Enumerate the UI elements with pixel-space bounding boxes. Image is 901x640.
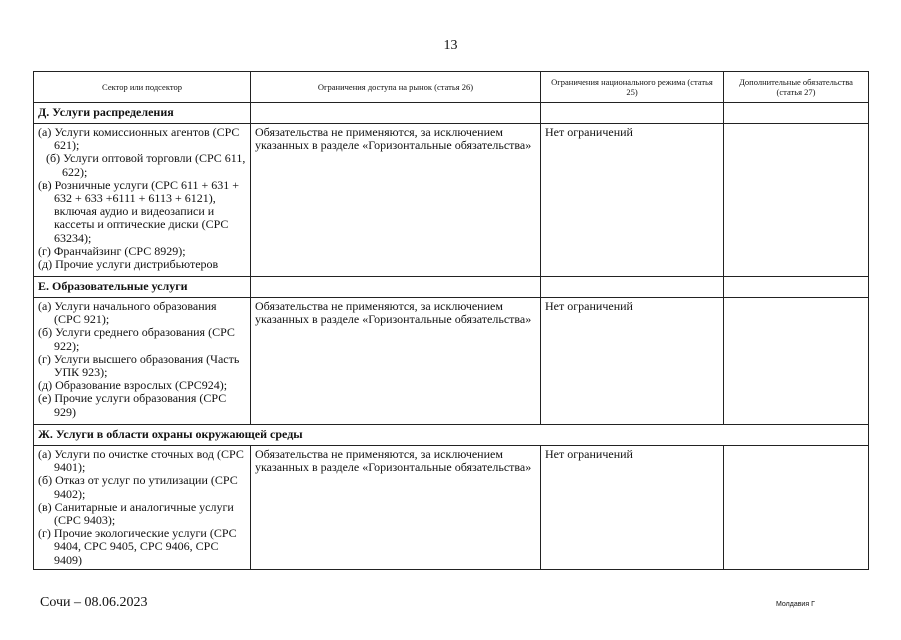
commitments-table [33,71,869,570]
additional-commitments-cell [724,298,869,425]
sector-cell [34,124,251,277]
additional-commitments-cell [724,124,869,277]
section-body-row [34,446,869,570]
market-access-cell: Обязательства не применяются, за исключением указанных в разделе «Горизонтальные обязательства» [251,446,541,570]
national-treatment-cell: Нет ограничений [541,446,724,570]
header-market-access: Ограничения доступа на рынок (статья 26) [251,72,541,103]
list-item: (б) Услуги оптовой торговли (СРС 611, 622); [46,151,246,179]
sector-cell [34,298,251,425]
section-row [34,103,869,124]
section-empty-cell [724,103,869,124]
list-item: (б) Услуги среднего образования (СРС 922); [38,325,235,353]
section-empty-cell [251,103,541,124]
section-title: Д. Услуги распределения [34,103,251,124]
national-treatment-cell: Нет ограничений [541,124,724,277]
header-national-treatment: Ограничения национального режима (статья 25) [541,72,724,103]
section-empty-cell [541,277,724,298]
footer-place-date: Сочи – 08.06.2023 [40,595,148,610]
list-item: (г) Франчайзинг (СРС 8929); [38,243,186,258]
national-treatment-cell: Нет ограничений [541,298,724,425]
list-item: (а) Услуги комиссионных агентов (СРС 621); [38,125,240,153]
header-additional-commitments: Дополнительные обязательства (статья 27) [724,72,869,103]
additional-commitments-cell [724,446,869,570]
list-item: (д) Прочие услуги дистрибьютеров [38,257,219,272]
section-empty-cell [541,103,724,124]
list-item: (в) Розничные услуги (СРС 611 + 631 + 632 + 633 +6111 + 6113 + 6121), включая аудио и видеозаписи и кассеты и оптические диски (СРС 63234); [38,177,240,245]
list-item: (г) Услуги высшего образования (Часть УПК 923); [38,351,240,380]
section-empty-cell [724,277,869,298]
sector-cell [34,446,251,570]
section-empty-cell [251,277,541,298]
header-sector: Сектор или подсектор [34,72,251,103]
table-header-row [34,72,869,103]
footer-code: Молдавия Г [776,601,815,608]
list-item: (а) Услуги начального образования (СРС 921); [38,299,217,327]
section-title: Е. Образовательные услуги [34,277,251,298]
section-body-row [34,124,869,277]
services-list [38,126,246,271]
section-body-row [34,298,869,425]
list-item: (б) Отказ от услуг по утилизации (СРС 9402); [38,473,238,501]
list-item: (д) Образование взрослых (СРС924); [38,378,228,393]
services-list [38,448,246,567]
list-item: (в) Санитарные и аналогичные услуги (СРС 9403); [38,499,234,528]
page-number: 13 [443,38,458,53]
market-access-cell: Обязательства не применяются, за исключением указанных в разделе «Горизонтальные обязательства» [251,298,541,425]
section-row [34,425,869,446]
list-item: (е) Прочие услуги образования (СРС 929) [38,391,227,419]
market-access-cell: Обязательства не применяются, за исключением указанных в разделе «Горизонтальные обязательства» [251,124,541,277]
services-list [38,300,246,419]
section-title: Ж. Услуги в области охраны окружающей среды [34,425,869,446]
list-item: (а) Услуги по очистке сточных вод (СРС 9401); [38,447,244,475]
section-row [34,277,869,298]
list-item: (г) Прочие экологические услуги (СРС 9404, СРС 9405, СРС 9406, СРС 9409) [38,526,237,567]
